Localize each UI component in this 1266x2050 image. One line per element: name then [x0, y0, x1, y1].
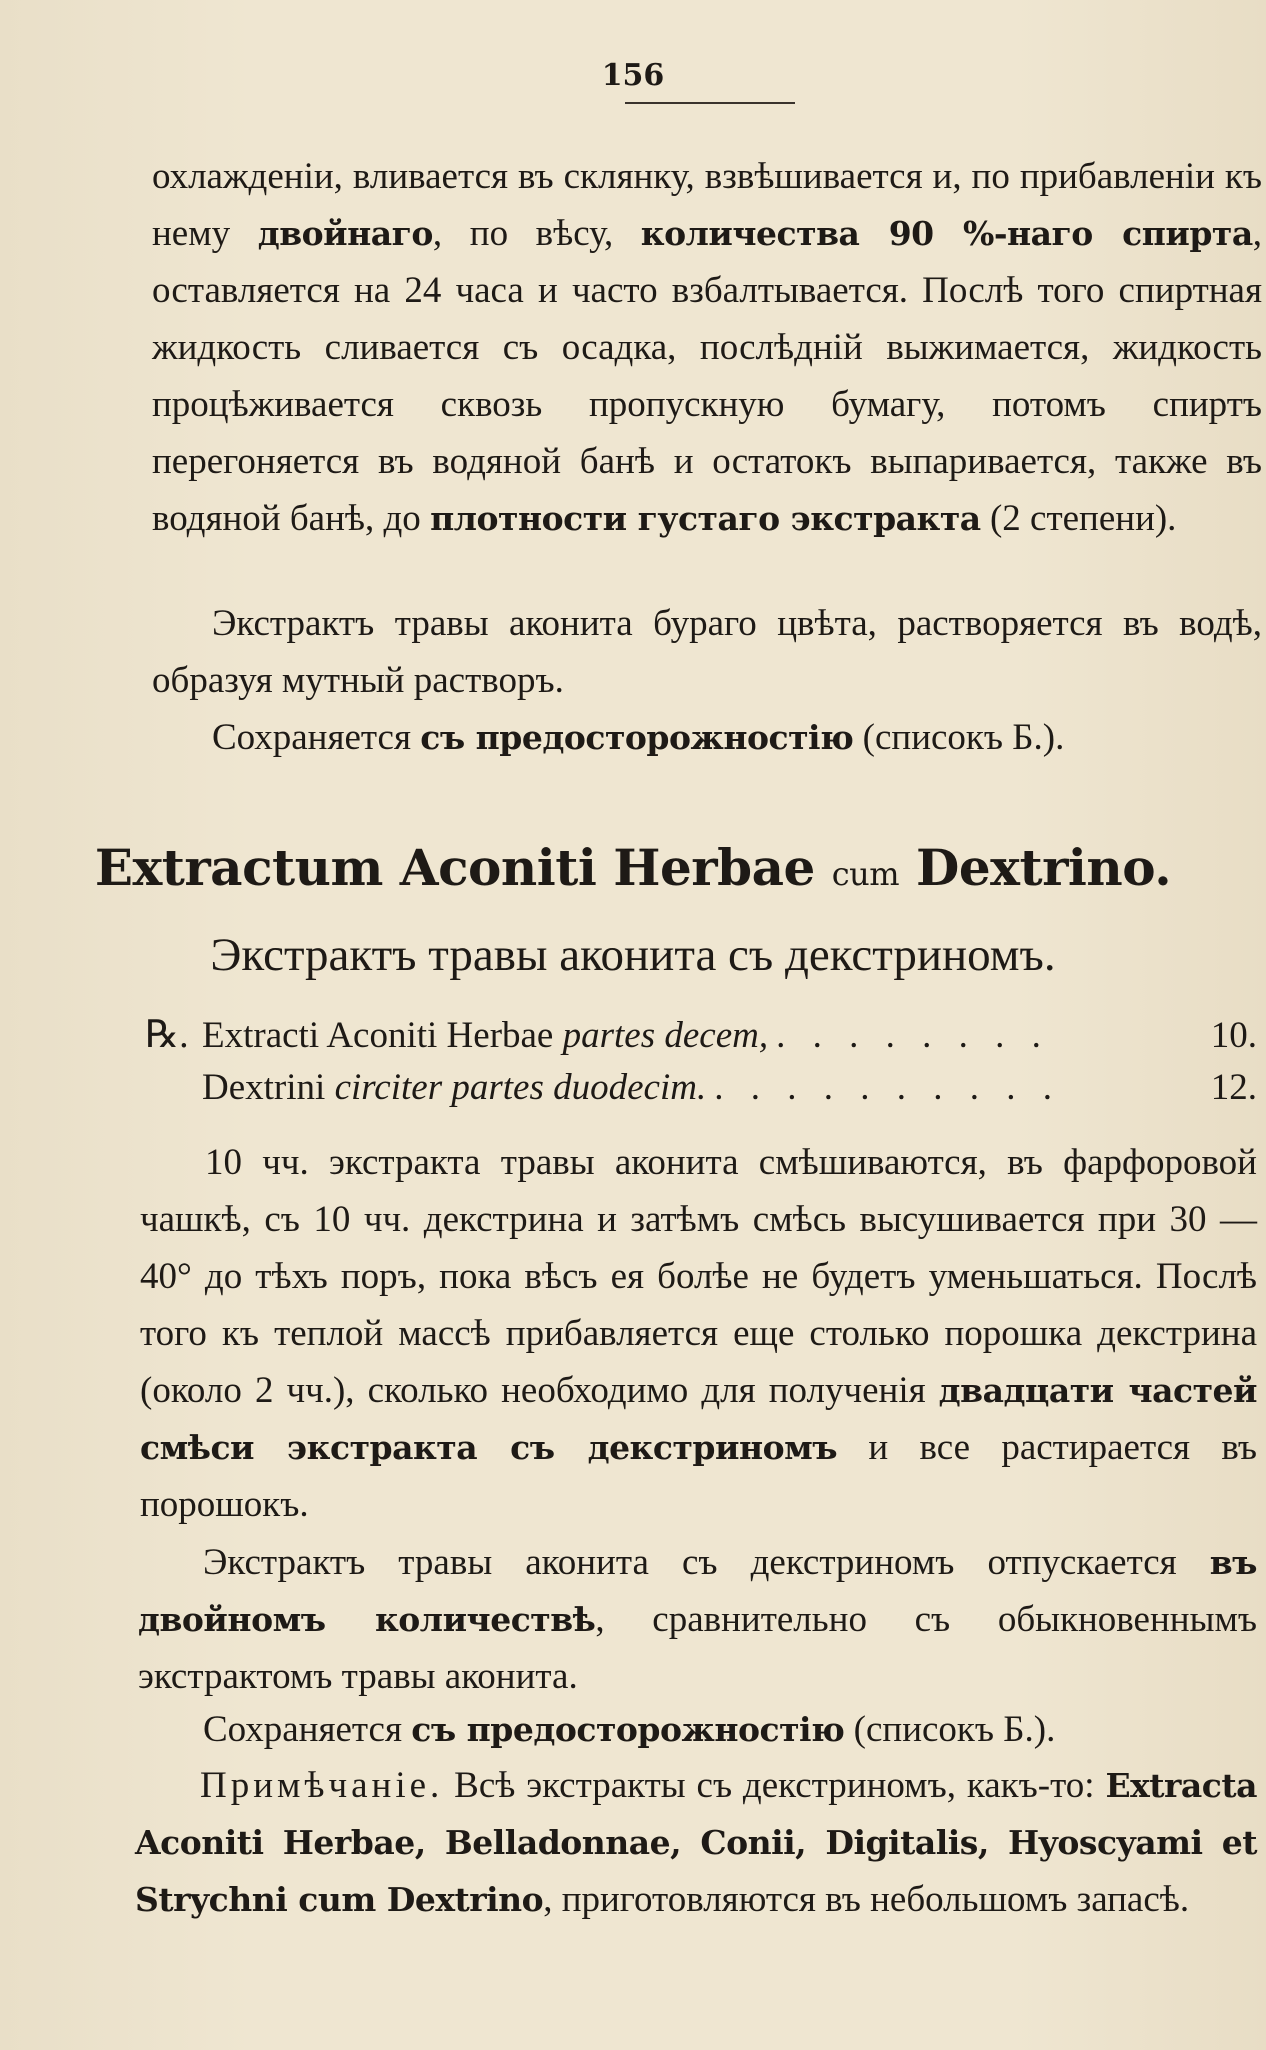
recipe-line-2: [145, 1066, 1257, 1116]
section-heading-latin: [0, 838, 1266, 897]
text: (списокъ Б.).: [844, 1709, 1056, 1750]
ingredient-name: Extracti Aconiti Herbae: [202, 1015, 554, 1056]
emphasis: двойнаго: [257, 214, 433, 253]
text: , сравнительно съ обыкновеннымъ экстрактомъ травы аконита.: [138, 1599, 1257, 1697]
emphasis: количества 90 %-наго спирта: [640, 214, 1253, 253]
ingredient-name: Dextrini: [202, 1067, 326, 1108]
text: , приготовляются въ небольшомъ запасѣ.: [543, 1879, 1190, 1920]
text: (списокъ Б.).: [853, 717, 1065, 758]
text: Сохраняется: [212, 717, 421, 758]
emphasis: съ предосторожностію: [420, 718, 854, 757]
paragraph-preparation: [140, 1134, 1257, 1533]
recipe-ingredient: [202, 1014, 776, 1057]
text: и все растирается въ порошокъ.: [140, 1427, 1258, 1525]
paragraph-storage-2: [138, 1701, 1257, 1758]
paragraph-storage-1: [152, 709, 1262, 766]
page-number-rule: [625, 102, 795, 104]
recipe-line-1: [145, 1012, 1257, 1062]
emphasis: Extracta Aconiti Herbae, Belladonnae, Conii, Digitalis, Hyoscyami et Strychni cum Dextrino: [135, 1766, 1257, 1919]
text: охлажденіи, вливается въ склянку, взвѣшивается и, по прибавленіи къ нему: [152, 156, 1262, 254]
paragraph-note: [135, 1757, 1257, 1928]
text: 10 чч. экстракта травы аконита смѣшиваются, въ фарфоровой чашкѣ, съ 10 чч. декстрина и затѣмъ смѣсь высушивается при 30 — 40° до тѣхъ поръ, пока вѣсъ ея болѣе не будетъ уменьшаться. Послѣ того къ теплой массѣ прибавляется еще столько порошка декстрина (около 2 чч.), сколько необходимо для полученія: [140, 1142, 1257, 1411]
section-heading-russian: Экстрактъ травы аконита съ декстриномъ.: [210, 929, 1056, 981]
heading-cum: cum: [831, 855, 900, 893]
paragraph-dispensing: [138, 1534, 1257, 1705]
paragraph-extract-description: Экстрактъ травы аконита бураго цвѣта, растворяется въ водѣ, образуя мутный растворъ.: [152, 603, 1262, 701]
recipe-symbol: ℞.: [145, 1014, 189, 1056]
leader-dots: . . . . . . . . . .: [714, 1067, 1061, 1108]
text: Экстрактъ травы аконита съ декстриномъ отпускается: [203, 1542, 1210, 1583]
recipe-amount: 10.: [1210, 1015, 1257, 1056]
leader-dots: . . . . . . . .: [776, 1015, 1050, 1056]
recipe-amount: 12.: [1210, 1067, 1257, 1108]
text: , по вѣсу,: [432, 213, 641, 254]
text: (2 степени).: [980, 498, 1177, 539]
ingredient-qualifier: circiter partes duodecim.: [334, 1067, 707, 1108]
ingredient-qualifier: partes decem,: [562, 1015, 769, 1056]
heading-latin-part: Dextrino.: [916, 838, 1172, 897]
page-number: 156: [601, 58, 665, 93]
emphasis: съ предосторожностію: [411, 1710, 845, 1749]
emphasis: плотности густаго экстракта: [430, 499, 981, 538]
emphasis: двадцати частей смѣси экстракта съ декстриномъ: [140, 1371, 1257, 1467]
recipe-ingredient: [202, 1066, 714, 1109]
text: Сохраняется: [203, 1709, 412, 1750]
text: , оставляется на 24 часа и часто взбалтывается. Послѣ того спиртная жидкость сливается съ осадка, послѣдній выжимается, жидкость процѣживается сквозь пропускную бумагу, потомъ спиртъ перегоняется въ водяной банѣ и остатокъ выпаривается, также въ водяной банѣ, до: [152, 213, 1262, 539]
emphasis: въ двойномъ количествѣ: [138, 1543, 1257, 1639]
text: Всѣ экстракты съ декстриномъ, какъ-то:: [443, 1765, 1106, 1806]
paragraph-extraction-procedure: [152, 148, 1262, 547]
note-label: Примѣчаніе.: [200, 1765, 444, 1806]
heading-latin-part: Extractum Aconiti Herbae: [94, 838, 815, 897]
